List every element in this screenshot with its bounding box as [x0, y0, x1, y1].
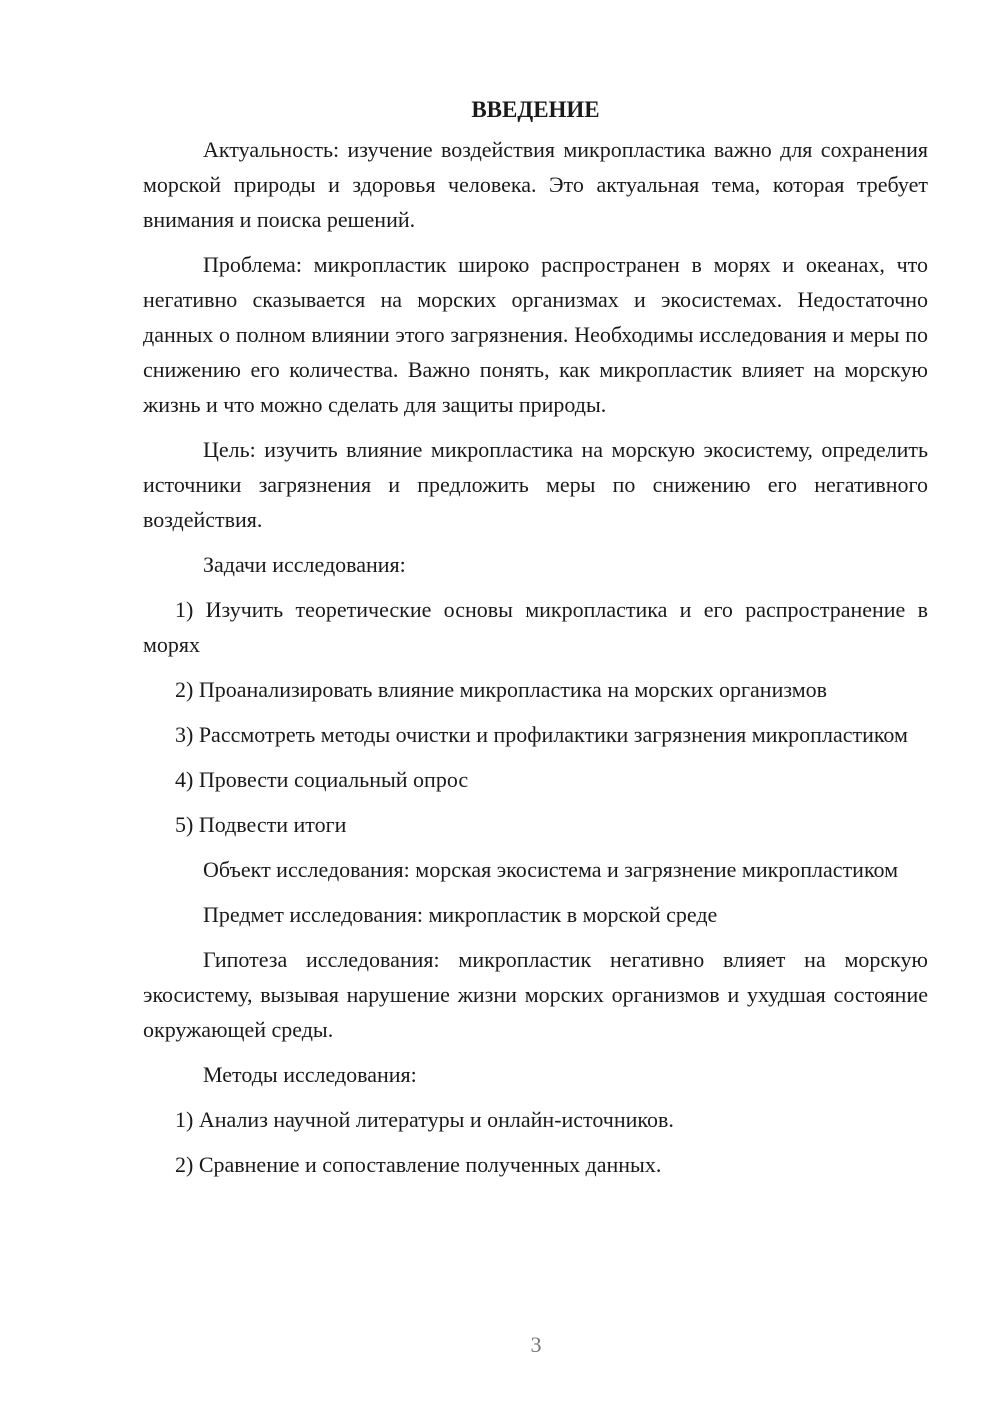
task-item: 2) Проанализировать влияние микропластика на морских организмов — [175, 677, 828, 702]
task-item: 1) Изучить теоретические основы микропластика и его распространение в морях — [143, 597, 928, 657]
object-paragraph: Объект исследования: морская экосистема и загрязнение микропластиком — [203, 857, 899, 882]
method-item: 2) Сравнение и сопоставление полученных данных. — [175, 1152, 662, 1177]
section-heading: ВВЕДЕНИЕ — [471, 97, 600, 122]
goal-paragraph: Цель: изучить влияние микропластика на морскую экосистему, определить источники загрязнения и предложить меры по снижению его негативного воздействия. — [143, 437, 928, 532]
page-content — [143, 92, 928, 1182]
subject-paragraph: Предмет исследования: микропластик в морской среде — [203, 902, 718, 927]
task-item: 4) Провести социальный опрос — [175, 767, 469, 792]
relevance-paragraph: Актуальность: изучение воздействия микропластика важно для сохранения морской природы и здоровья человека. Это актуальная тема, которая требует внимания и поиска решений. — [143, 137, 928, 232]
task-item: 3) Рассмотреть методы очистки и профилактики загрязнения микропластиком — [175, 722, 908, 747]
page-number: 3 — [530, 1332, 542, 1357]
method-item: 1) Анализ научной литературы и онлайн-источников. — [175, 1107, 674, 1132]
task-item: 5) Подвести итоги — [175, 812, 347, 837]
methods-title: Методы исследования: — [203, 1062, 417, 1087]
tasks-title: Задачи исследования: — [203, 552, 406, 577]
problem-paragraph: Проблема: микропластик широко распространен в морях и океанах, что негативно сказывается на морских организмах и экосистемах. Недостаточно данных о полном влиянии этого загрязнения. Необходимы исследования и меры по снижению его количества. Важно понять, как микропластик влияет на морскую жизнь и что можно сделать для защиты природы. — [143, 252, 928, 417]
hypothesis-paragraph: Гипотеза исследования: микропластик негативно влияет на морскую экосистему, вызывая нарушение жизни морских организмов и ухудшая состояние окружающей среды. — [143, 947, 928, 1042]
